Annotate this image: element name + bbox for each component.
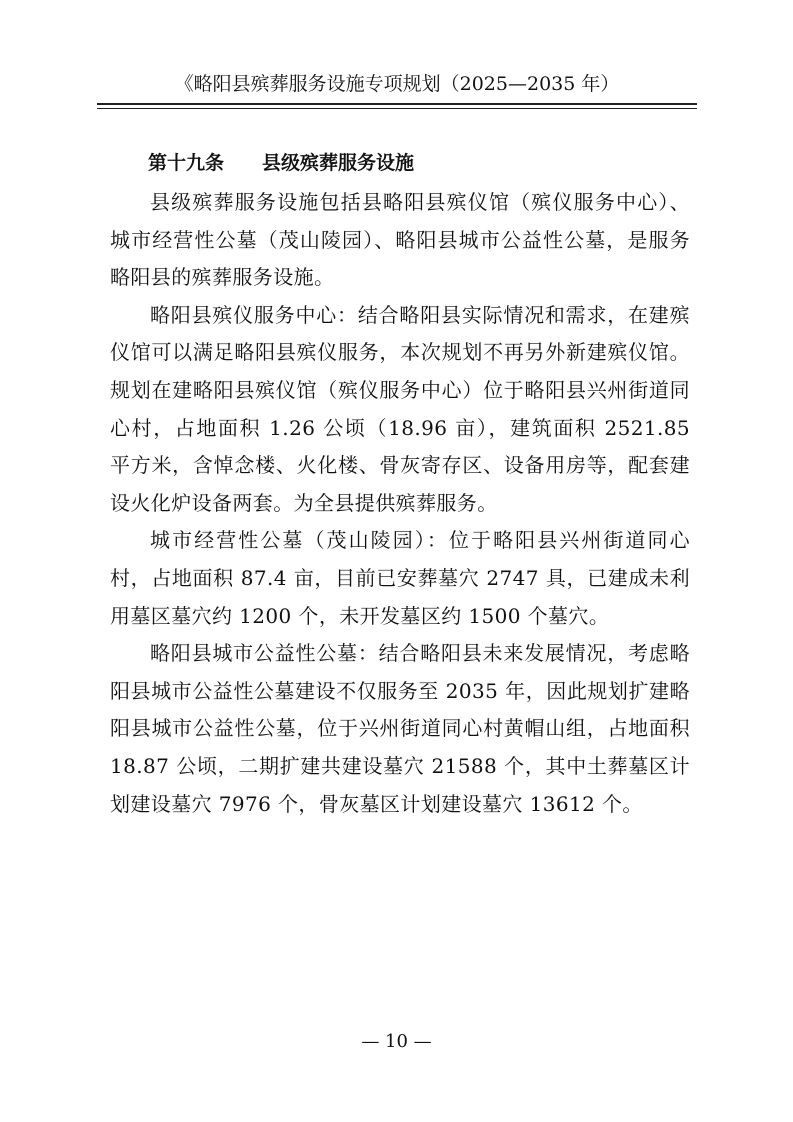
header-rule-thick: [97, 103, 697, 105]
paragraph-public-cemetery: 略阳县城市公益性公墓：结合略阳县未来发展情况，考虑略阳县城市公益性公墓建设不仅服务至 2035 年，因此规划扩建略阳县城市公益性公墓，位于兴州街道同心村黄帽山组，占地面积 18.87 公顷，二期扩建共建设墓穴 21588 个，其中土葬墓区计划建设墓穴 7976 个，骨灰墓区计划建设墓穴 13612 个。: [110, 641, 690, 816]
article-title: 县级殡葬服务设施: [262, 152, 415, 174]
page-body: [110, 148, 690, 823]
paragraph-commercial-cemetery: 城市经营性公墓（茂山陵园）：位于略阳县兴州街道同心村，占地面积 87.4 亩，目前已安葬墓穴 2747 具，已建成未利用墓区墓穴约 1200 个，未开发墓区约 1500 个墓穴。: [110, 528, 690, 628]
paragraph-funeral-service-center: 略阳县殡仪服务中心：结合略阳县实际情况和需求，在建殡仪馆可以满足略阳县殡仪服务，本次规划不再另外新建殡仪馆。规划在建略阳县殡仪馆（殡仪服务中心）位于略阳县兴州街道同心村，占地面积 1.26 公顷（18.96 亩），建筑面积 2521.85 平方米，含悼念楼、火化楼、骨灰寄存区、设备用房等，配套建设火化炉设备两套。为全县提供殡葬服务。: [110, 302, 690, 515]
header-rule-thin: [97, 108, 697, 109]
paragraph-county-facilities: 县级殡葬服务设施包括县略阳县殡仪馆（殡仪服务中心）、城市经营性公墓（茂山陵园）、略阳县城市公益性公墓，是服务略阳县的殡葬服务设施。: [110, 190, 690, 290]
page-number: — 10 —: [361, 1031, 432, 1052]
article-heading: [110, 148, 690, 178]
running-header: 《略阳县殡葬服务设施专项规划（2025—2035 年）: [174, 73, 620, 95]
article-number: 第十九条: [148, 152, 225, 174]
